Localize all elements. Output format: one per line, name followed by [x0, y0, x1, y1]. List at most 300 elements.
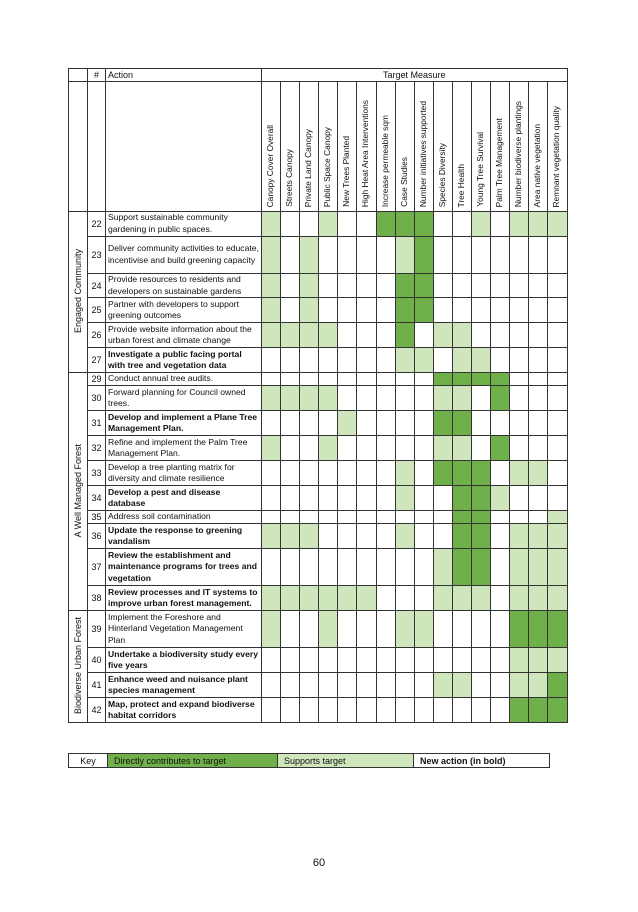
cell-empty: [357, 673, 376, 698]
cell-direct: [548, 673, 567, 698]
cell-empty: [281, 237, 300, 274]
cell-empty: [491, 411, 510, 436]
cell-direct: [452, 511, 471, 524]
cell-direct: [472, 461, 491, 486]
cell-empty: [414, 486, 433, 511]
cell-empty: [529, 411, 548, 436]
cell-direct: [452, 461, 471, 486]
cell-direct: [548, 698, 567, 723]
action-number: 38: [88, 586, 106, 611]
cell-empty: [300, 373, 319, 386]
table-row: [69, 673, 568, 698]
cell-empty: [472, 611, 491, 648]
table-row: [69, 461, 568, 486]
cell-empty: [300, 549, 319, 586]
cell-empty: [300, 486, 319, 511]
cell-empty: [376, 586, 395, 611]
measure-header: [300, 82, 319, 212]
cell-supports: [433, 673, 452, 698]
table-row: [69, 212, 568, 237]
measure-label: Streets Canopy: [284, 149, 295, 207]
cell-empty: [414, 461, 433, 486]
cell-supports: [300, 237, 319, 274]
cell-direct: [472, 524, 491, 549]
measure-header: [414, 82, 433, 212]
cell-supports: [472, 212, 491, 237]
cell-empty: [548, 386, 567, 411]
measure-label: Number biodiverse plantings: [513, 100, 524, 207]
cell-direct: [395, 298, 414, 323]
cell-supports: [548, 212, 567, 237]
measure-label: Number initiatives supported: [417, 100, 428, 207]
cell-direct: [452, 524, 471, 549]
measure-label: High Heat Area Interventions: [360, 99, 371, 207]
cell-direct: [395, 274, 414, 298]
cell-empty: [395, 511, 414, 524]
key-direct: Directly contributes to target: [108, 754, 278, 768]
measure-header: [510, 82, 529, 212]
cell-empty: [529, 298, 548, 323]
action-number: 42: [88, 698, 106, 723]
cell-empty: [300, 511, 319, 524]
cell-empty: [338, 511, 357, 524]
header-blank: [69, 69, 88, 82]
cell-empty: [414, 411, 433, 436]
cell-empty: [300, 212, 319, 237]
cell-empty: [338, 461, 357, 486]
cell-empty: [395, 436, 414, 461]
cell-empty: [357, 348, 376, 373]
cell-supports: [281, 524, 300, 549]
cell-empty: [281, 436, 300, 461]
measure-header-blank: [69, 82, 88, 212]
cell-empty: [300, 461, 319, 486]
action-text: Enhance weed and nuisance plant species management: [106, 673, 262, 698]
cell-empty: [414, 323, 433, 348]
cell-empty: [357, 386, 376, 411]
cell-direct: [529, 611, 548, 648]
cell-supports: [452, 673, 471, 698]
cell-empty: [357, 611, 376, 648]
cell-empty: [281, 461, 300, 486]
table-row: [69, 648, 568, 673]
cell-empty: [338, 212, 357, 237]
cell-empty: [452, 274, 471, 298]
cell-supports: [319, 611, 338, 648]
action-text: Review processes and IT systems to improve urban forest management.: [106, 586, 262, 611]
measure-header: [376, 82, 395, 212]
measure-header: [281, 82, 300, 212]
key-supports: Supports target: [278, 754, 414, 768]
cell-empty: [376, 274, 395, 298]
cell-empty: [338, 373, 357, 386]
action-text: Refine and implement the Palm Tree Management Plan.: [106, 436, 262, 461]
cell-direct: [548, 611, 567, 648]
cell-empty: [281, 549, 300, 586]
cell-supports: [262, 298, 281, 323]
cell-empty: [548, 411, 567, 436]
cell-supports: [319, 436, 338, 461]
cell-supports: [433, 436, 452, 461]
action-text: Support sustainable community gardening in public spaces.: [106, 212, 262, 237]
action-text: Partner with developers to support greening outcomes: [106, 298, 262, 323]
cell-empty: [433, 648, 452, 673]
cell-supports: [319, 323, 338, 348]
cell-direct: [433, 373, 452, 386]
cell-empty: [433, 237, 452, 274]
cell-empty: [376, 237, 395, 274]
cell-supports: [338, 586, 357, 611]
measure-label: Young Tree Survival: [475, 132, 486, 207]
group-label: [69, 611, 88, 723]
measure-header-blank: [106, 82, 262, 212]
cell-empty: [281, 411, 300, 436]
action-number: 24: [88, 274, 106, 298]
cell-empty: [510, 237, 529, 274]
cell-empty: [319, 648, 338, 673]
cell-supports: [510, 461, 529, 486]
action-text: Undertake a biodiversity study every five years: [106, 648, 262, 673]
cell-empty: [376, 611, 395, 648]
action-number: 33: [88, 461, 106, 486]
cell-empty: [262, 411, 281, 436]
cell-empty: [414, 586, 433, 611]
cell-empty: [376, 648, 395, 673]
cell-empty: [262, 486, 281, 511]
cell-supports: [319, 586, 338, 611]
cell-empty: [319, 274, 338, 298]
cell-empty: [433, 511, 452, 524]
table-row: [69, 486, 568, 511]
cell-empty: [395, 411, 414, 436]
cell-empty: [472, 411, 491, 436]
cell-supports: [262, 436, 281, 461]
cell-empty: [300, 698, 319, 723]
cell-empty: [510, 411, 529, 436]
cell-direct: [433, 411, 452, 436]
cell-empty: [395, 386, 414, 411]
action-text: Review the establishment and maintenance programs for trees and vegetation: [106, 549, 262, 586]
cell-empty: [395, 648, 414, 673]
cell-supports: [433, 586, 452, 611]
table-row: [69, 386, 568, 411]
measure-header: [319, 82, 338, 212]
key-new-action: New action (in bold): [414, 754, 550, 768]
cell-empty: [548, 348, 567, 373]
cell-empty: [319, 298, 338, 323]
cell-empty: [262, 511, 281, 524]
cell-direct: [472, 373, 491, 386]
cell-empty: [281, 673, 300, 698]
cell-empty: [319, 348, 338, 373]
cell-empty: [376, 386, 395, 411]
table-row: [69, 323, 568, 348]
measure-label: Increase permeable sqm: [379, 114, 390, 207]
cell-supports: [548, 524, 567, 549]
group-name: A Well Managed Forest: [73, 443, 83, 538]
cell-empty: [491, 212, 510, 237]
cell-direct: [452, 373, 471, 386]
group-label: [69, 212, 88, 373]
table-row: [69, 586, 568, 611]
cell-direct: [472, 511, 491, 524]
cell-supports: [529, 212, 548, 237]
cell-supports: [414, 611, 433, 648]
cell-empty: [376, 323, 395, 348]
cell-empty: [395, 549, 414, 586]
cell-empty: [414, 524, 433, 549]
cell-empty: [510, 511, 529, 524]
cell-empty: [376, 511, 395, 524]
measure-label: New Trees Planted: [341, 136, 352, 207]
cell-empty: [491, 237, 510, 274]
measure-label: Case Studies: [398, 157, 409, 207]
cell-direct: [491, 386, 510, 411]
cell-supports: [262, 524, 281, 549]
cell-empty: [529, 274, 548, 298]
action-number: 41: [88, 673, 106, 698]
cell-empty: [319, 673, 338, 698]
cell-empty: [300, 411, 319, 436]
cell-supports: [472, 586, 491, 611]
cell-empty: [548, 298, 567, 323]
header-action: Action: [106, 69, 262, 82]
action-number: 40: [88, 648, 106, 673]
cell-empty: [414, 511, 433, 524]
cell-empty: [433, 348, 452, 373]
cell-direct: [529, 698, 548, 723]
table-row: [69, 698, 568, 723]
cell-empty: [281, 698, 300, 723]
cell-empty: [357, 373, 376, 386]
cell-empty: [262, 348, 281, 373]
cell-empty: [262, 373, 281, 386]
cell-empty: [414, 386, 433, 411]
cell-direct: [491, 436, 510, 461]
cell-empty: [319, 411, 338, 436]
action-number: 39: [88, 611, 106, 648]
cell-empty: [281, 648, 300, 673]
table-row: [69, 611, 568, 648]
cell-empty: [338, 673, 357, 698]
cell-empty: [281, 348, 300, 373]
cell-empty: [357, 323, 376, 348]
cell-empty: [376, 298, 395, 323]
action-number: 29: [88, 373, 106, 386]
cell-empty: [319, 373, 338, 386]
cell-empty: [300, 673, 319, 698]
measure-header: [452, 82, 471, 212]
measure-label: Public Space Canopy: [322, 126, 333, 207]
action-number: 23: [88, 237, 106, 274]
cell-direct: [452, 486, 471, 511]
cell-empty: [472, 436, 491, 461]
cell-empty: [300, 648, 319, 673]
measure-header-row: [69, 82, 568, 212]
cell-empty: [357, 511, 376, 524]
cell-supports: [510, 586, 529, 611]
action-text: Conduct annual tree audits.: [106, 373, 262, 386]
table-row: [69, 348, 568, 373]
action-number: 31: [88, 411, 106, 436]
cell-empty: [300, 436, 319, 461]
cell-supports: [452, 348, 471, 373]
cell-empty: [529, 373, 548, 386]
table-row: [69, 436, 568, 461]
cell-empty: [548, 373, 567, 386]
cell-empty: [414, 373, 433, 386]
header-num: #: [88, 69, 106, 82]
action-text: Provide website information about the urban forest and climate change: [106, 323, 262, 348]
cell-empty: [529, 348, 548, 373]
cell-empty: [491, 673, 510, 698]
action-text: Forward planning for Council owned trees.: [106, 386, 262, 411]
cell-direct: [414, 237, 433, 274]
cell-empty: [491, 274, 510, 298]
cell-direct: [472, 486, 491, 511]
measure-header: [395, 82, 414, 212]
cell-supports: [281, 586, 300, 611]
cell-empty: [433, 274, 452, 298]
cell-empty: [433, 611, 452, 648]
cell-empty: [376, 486, 395, 511]
cell-empty: [376, 348, 395, 373]
measure-label: Private Land Canopy: [303, 128, 314, 207]
header-row: [69, 69, 568, 82]
cell-direct: [395, 323, 414, 348]
cell-supports: [529, 586, 548, 611]
cell-empty: [472, 323, 491, 348]
cell-supports: [491, 486, 510, 511]
cell-empty: [510, 274, 529, 298]
action-text: Investigate a public facing portal with tree and vegetation data: [106, 348, 262, 373]
cell-empty: [262, 461, 281, 486]
cell-empty: [510, 323, 529, 348]
cell-empty: [472, 274, 491, 298]
cell-supports: [452, 386, 471, 411]
cell-empty: [281, 611, 300, 648]
page-number: 60: [312, 857, 326, 869]
action-text: Deliver community activities to educate, incentivise and build greening capacity: [106, 237, 262, 274]
cell-empty: [376, 436, 395, 461]
cell-empty: [376, 373, 395, 386]
cell-supports: [433, 386, 452, 411]
cell-direct: [452, 411, 471, 436]
table-row: [69, 274, 568, 298]
cell-empty: [433, 298, 452, 323]
key-table: [68, 753, 550, 768]
cell-supports: [300, 298, 319, 323]
cell-empty: [510, 486, 529, 511]
cell-supports: [548, 586, 567, 611]
cell-empty: [376, 698, 395, 723]
action-number: 25: [88, 298, 106, 323]
cell-empty: [529, 323, 548, 348]
action-text: Provide resources to residents and developers on sustainable gardens: [106, 274, 262, 298]
cell-supports: [472, 348, 491, 373]
cell-empty: [510, 298, 529, 323]
cell-empty: [262, 673, 281, 698]
action-text: Develop a tree planting matrix for diversity and climate resilience: [106, 461, 262, 486]
cell-supports: [433, 323, 452, 348]
cell-empty: [262, 549, 281, 586]
cell-empty: [491, 348, 510, 373]
cell-supports: [529, 549, 548, 586]
cell-empty: [510, 373, 529, 386]
action-text: Develop a pest and disease database: [106, 486, 262, 511]
cell-supports: [510, 673, 529, 698]
measure-header: [338, 82, 357, 212]
cell-supports: [300, 586, 319, 611]
cell-empty: [338, 436, 357, 461]
cell-direct: [472, 549, 491, 586]
cell-empty: [548, 237, 567, 274]
measure-label: Canopy Cover Overall: [265, 124, 275, 207]
cell-supports: [452, 586, 471, 611]
table-row: [69, 511, 568, 524]
cell-supports: [529, 524, 548, 549]
cell-empty: [472, 648, 491, 673]
cell-supports: [510, 549, 529, 586]
cell-empty: [548, 486, 567, 511]
cell-supports: [414, 348, 433, 373]
measure-header: [529, 82, 548, 212]
action-text: Map, protect and expand biodiverse habitat corridors: [106, 698, 262, 723]
cell-empty: [338, 386, 357, 411]
cell-empty: [338, 486, 357, 511]
cell-empty: [376, 524, 395, 549]
cell-supports: [300, 323, 319, 348]
cell-empty: [395, 373, 414, 386]
action-number: 32: [88, 436, 106, 461]
key-row: [69, 754, 550, 768]
group-name: Engaged Community: [73, 249, 83, 334]
cell-direct: [414, 274, 433, 298]
cell-empty: [491, 611, 510, 648]
cell-supports: [395, 348, 414, 373]
cell-empty: [529, 237, 548, 274]
measure-header: [472, 82, 491, 212]
measure-header: [548, 82, 567, 212]
action-text: Update the response to greening vandalism: [106, 524, 262, 549]
cell-empty: [433, 524, 452, 549]
table-row: [69, 237, 568, 274]
cell-empty: [338, 323, 357, 348]
cell-empty: [319, 237, 338, 274]
cell-empty: [376, 673, 395, 698]
cell-empty: [281, 274, 300, 298]
cell-empty: [338, 698, 357, 723]
cell-supports: [300, 274, 319, 298]
cell-empty: [262, 648, 281, 673]
cell-empty: [414, 648, 433, 673]
action-number: 35: [88, 511, 106, 524]
cell-direct: [491, 373, 510, 386]
cell-supports: [300, 386, 319, 411]
cell-empty: [338, 524, 357, 549]
key-label: Key: [69, 754, 108, 768]
cell-empty: [319, 486, 338, 511]
cell-empty: [338, 298, 357, 323]
cell-supports: [433, 549, 452, 586]
cell-supports: [262, 386, 281, 411]
table-row: [69, 549, 568, 586]
cell-supports: [529, 673, 548, 698]
cell-supports: [452, 323, 471, 348]
cell-supports: [395, 524, 414, 549]
cell-direct: [510, 611, 529, 648]
cell-empty: [491, 698, 510, 723]
